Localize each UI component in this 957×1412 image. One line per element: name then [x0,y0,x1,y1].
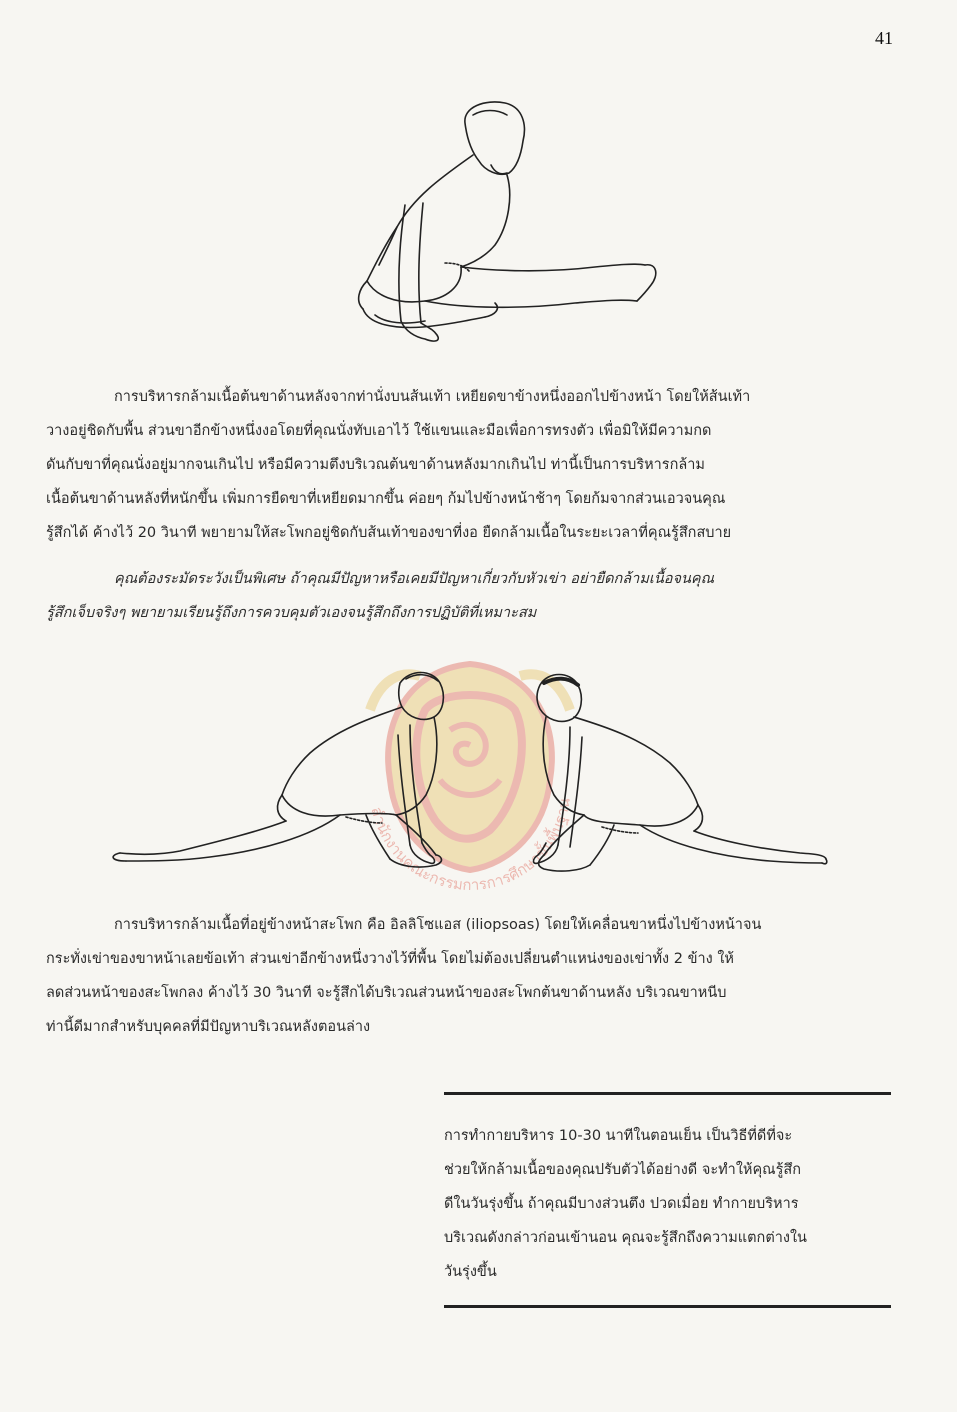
tip-line: วันรุ่งขึ้น [444,1264,497,1280]
tip-text [444,1095,891,1289]
page-number: 41 [875,28,893,48]
watermark-text: สำนักงานคณะกรรมการการศึกษาขั้นพื้นฐาน [367,796,574,895]
paragraph-line: รู้สึกได้ ค้างไว้ 20 วินาที พยายามให้สะโพกอยู่ชิดกับส้นเท้าของขาที่งอ ยืดกล้ามเนื้อในระยะเวลาที่คุณรู้สึกสบาย [46,525,732,541]
paragraph-line: เนื้อต้นขาด้านหลังที่หนักขึ้น เพิ่มการยืดขาที่เหยียดมากขึ้น ค่อยๆ ก้มไปข้างหน้าช้าๆ โดยก้มจากส่วนเอวจนคุณ [46,491,726,507]
paragraph-line: ท่านี้ดีมากสำหรับบุคคลที่มีปัญหาบริเวณหลังตอนล่าง [46,1019,371,1035]
paragraph-line: คุณต้องระมัดระวังเป็นพิเศษ ถ้าคุณมีปัญหาหรือเคยมีปัญหาเกี่ยวกับหัวเข่า อย่ายืดกล้ามเนื้อจนคุณ [114,571,715,587]
iliopsoas-stretch-illustration [110,655,830,890]
tip-line: ช่วยให้กล้ามเนื้อของคุณปรับตัวได้อย่างดี จะทำให้คุณรู้สึก [444,1162,802,1178]
paragraph-hamstring-stretch [46,380,892,550]
paragraph-line: กระทั่งเข่าของขาหน้าเลยข้อเท้า ส่วนเข่าอีกข้างหนึ่งวางไว้ที่พื้น โดยไม่ต้องเปลี่ยนตำแหน่งของเข่าทั้ง 2 ข้าง ให้ [46,951,734,967]
paragraph-line: รู้สึกเจ็บจริงๆ พยายามเรียนรู้ถึงการควบคุมตัวเองจนรู้สึกถึงการปฏิบัติที่เหมาะสม [46,605,537,621]
paragraph-line: การบริหารกล้ามเนื้อต้นขาด้านหลังจากท่านั่งบนส้นเท้า เหยียดขาข้างหนึ่งออกไปข้างหน้า โดยให้ส้นเท้า [114,389,751,405]
tip-line: การทำกายบริหาร 10-30 นาทีในตอนเย็น เป็นวิธีที่ดีที่จะ [444,1128,793,1144]
paragraph-line: ดันกับขาที่คุณนั่งอยู่มากจนเกินไป หรือมีความตึงบริเวณต้นขาด้านหลังมากเกินไป ท่านี้เป็นการบริหารกล้าม [46,457,705,473]
tip-line: บริเวณดังกล่าวก่อนเข้านอน คุณจะรู้สึกถึงความแตกต่างใน [444,1230,807,1246]
paragraph-line: ลดส่วนหน้าของสะโพกลง ค้างไว้ 30 วินาที จะรู้สึกได้บริเวณส่วนหน้าของสะโพกต้นขาด้านหลัง บริเวณขาหนีบ [46,985,727,1001]
tip-box [444,1092,891,1308]
hamstring-stretch-illustration [345,95,665,360]
tip-line: ดีในวันรุ่งขึ้น ถ้าคุณมีบางส่วนตึง ปวดเมื่อย ทำกายบริหาร [444,1196,799,1212]
paragraph-line: วางอยู่ชิดกับพื้น ส่วนขาอีกข้างหนึ่งงอโดยที่คุณนั่งทับเอาไว้ ใช้แขนและมือเพื่อการทรงตัว เพื่อมิให้มีความกด [46,423,712,439]
paragraph-iliopsoas-stretch [46,908,892,1044]
paragraph-line: การบริหารกล้ามเนื้อที่อยู่ข้างหน้าสะโพก คือ อิลลิโซแอส (iliopsoas) โดยให้เคลื่อนขาหนึ่งไปข้างหน้าจน [114,917,762,933]
paragraph-knee-caution [46,562,892,630]
